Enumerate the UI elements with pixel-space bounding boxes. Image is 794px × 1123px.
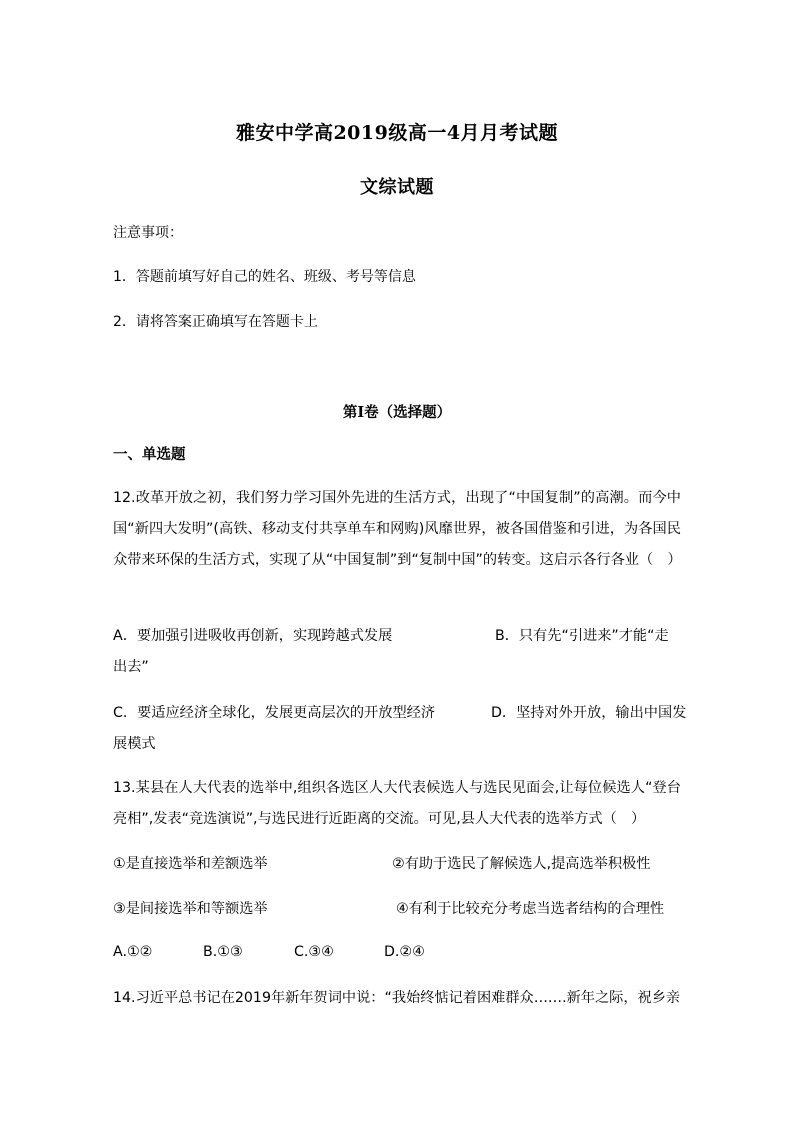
question-12-option-b: B．只有先“引进来”才能“走 <box>495 628 669 644</box>
question-13-choice-c: C.③④ <box>294 944 334 960</box>
question-12-option-b-continued: 出去” <box>113 659 149 675</box>
question-13-items-12 <box>113 849 681 880</box>
exam-subtitle: 文综试题 <box>360 177 434 198</box>
question-13-item-1: ①是直接选举和差额选举 <box>113 856 268 872</box>
question-12-options-cd <box>113 698 687 729</box>
question-12-option-d-continued: 展模式 <box>113 736 156 752</box>
question-12-stem: 12.改革开放之初，我们努力学习国外先进的生活方式，出现了“中国复制”的高潮。而今中国“新四大发明”(高铁、移动支付共享单车和网购)风靡世界，被各国借鉴和引进，为各国民众带来环保的生活方式，实现了从“中国复制”到“复制中国”的转变。这启示各行各业（ ） <box>113 490 682 568</box>
notes-item-2: 2．请将答案正确填写在答题卡上 <box>113 314 318 330</box>
question-13-choice-a: A.①② <box>113 944 153 960</box>
exam-title: 雅安中学高2019级高一4月月考试题 <box>235 122 559 144</box>
question-12-options-ab <box>113 621 681 652</box>
question-13-choice-d: D.②④ <box>384 944 425 960</box>
part-title: 第I卷（选择题） <box>342 404 452 421</box>
question-13-item-2: ②有助于选民了解候选人,提高选举积极性 <box>392 856 651 872</box>
notes-item-1: 1．答题前填写好自己的姓名、班级、考号等信息 <box>113 269 416 285</box>
question-13-choice-b: B.①③ <box>203 944 243 960</box>
question-12-option-a: A．要加强引进吸收再创新，实现跨越式发展 <box>113 628 393 644</box>
notes-heading: 注意事项： <box>113 225 183 241</box>
question-13-item-4: ④有利于比较充分考虑当选者结构的合理性 <box>396 901 665 917</box>
question-12-option-c: C．要适应经济全球化，发展更高层次的开放型经济 <box>113 705 436 721</box>
question-13-item-3: ③是间接选举和等额选举 <box>113 901 268 917</box>
section-title: 一、单选题 <box>113 447 186 463</box>
question-12-option-d: D．坚持对外开放，输出中国发 <box>491 705 687 721</box>
question-13-stem: 13.某县在人大代表的选举中,组织各选区人大代表候选人与选民见面会,让每位候选人“登台亮相”,发表“竞选演说”,与选民进行近距离的交流。可见,县人大代表的选举方式（ ） <box>113 780 681 827</box>
question-13-items-34 <box>113 894 681 925</box>
question-14-stem: 14.习近平总书记在2019年新年贺词中说：“我始终惦记着困难群众…….新年之际，祝乡亲 <box>113 990 681 1006</box>
